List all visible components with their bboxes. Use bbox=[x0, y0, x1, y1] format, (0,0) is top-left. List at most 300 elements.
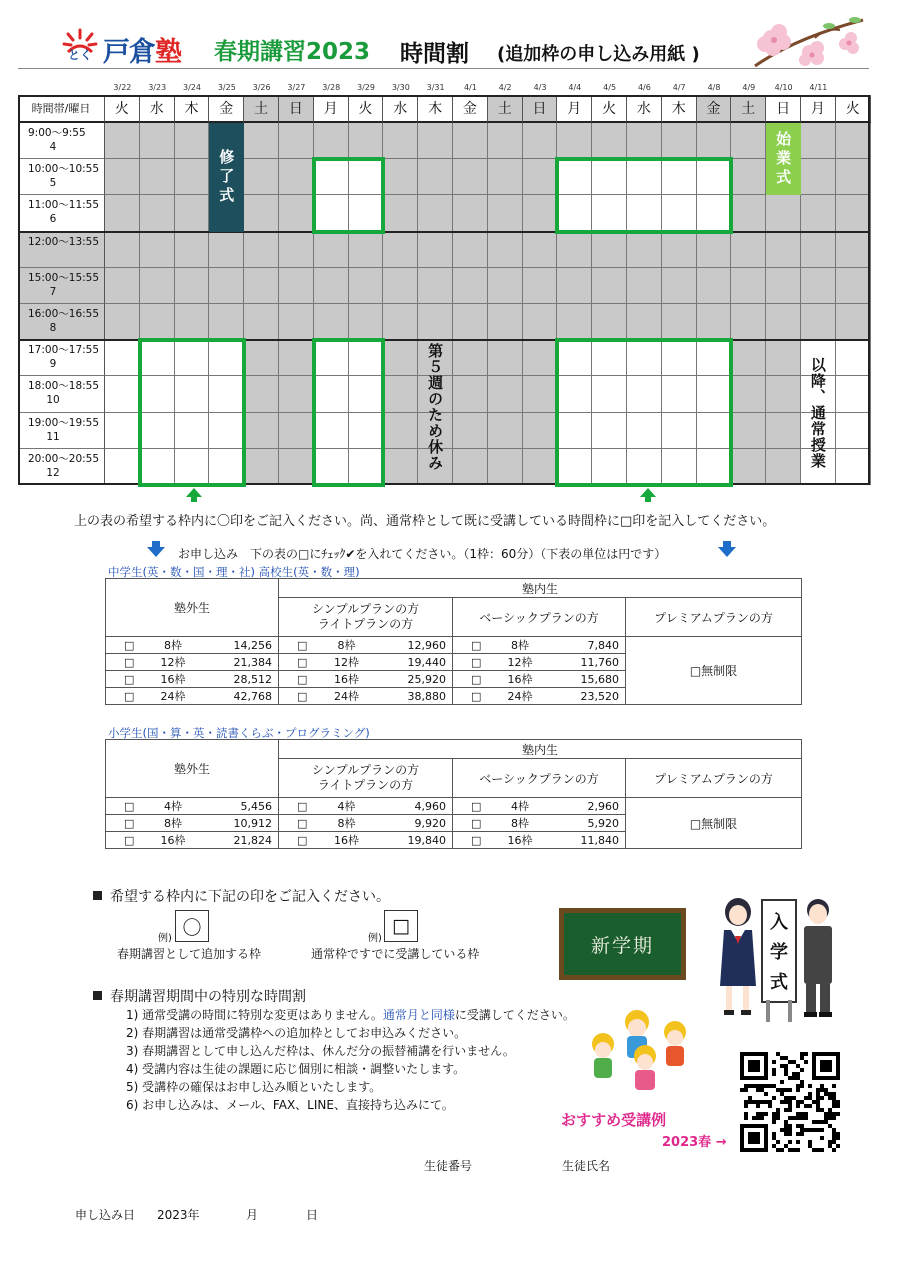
timetable-cell[interactable] bbox=[105, 449, 140, 485]
timetable-cell[interactable] bbox=[105, 123, 140, 159]
timetable-cell[interactable] bbox=[314, 413, 349, 449]
timetable-cell[interactable] bbox=[627, 449, 662, 485]
frame-count: 8枠 bbox=[337, 817, 356, 830]
timetable-cell[interactable] bbox=[836, 159, 871, 195]
timetable-cell[interactable] bbox=[279, 195, 314, 231]
timetable-cell[interactable] bbox=[592, 268, 627, 304]
frame-count: 16枠 bbox=[507, 673, 533, 686]
timetable-cell[interactable] bbox=[627, 268, 662, 304]
timetable-cell[interactable] bbox=[453, 268, 488, 304]
timetable-cell[interactable] bbox=[279, 340, 314, 376]
timetable-cell[interactable] bbox=[418, 268, 453, 304]
closing-ceremony-block: 修了式 bbox=[209, 123, 244, 232]
timetable-cell[interactable] bbox=[592, 449, 627, 485]
timetable-cell[interactable] bbox=[244, 413, 279, 449]
timetable-cell[interactable] bbox=[836, 304, 871, 340]
timetable-cell[interactable] bbox=[244, 340, 279, 376]
timetable-cell[interactable] bbox=[175, 123, 210, 159]
logo-text: とく bbox=[68, 48, 93, 60]
timetable-cell[interactable] bbox=[244, 304, 279, 340]
basic-price-cell bbox=[453, 815, 626, 832]
checkbox[interactable]: □ bbox=[124, 833, 135, 847]
timetable-cell[interactable] bbox=[523, 195, 558, 231]
timetable-cell[interactable] bbox=[349, 340, 384, 376]
timetable-cell[interactable] bbox=[349, 232, 384, 268]
time-slot bbox=[18, 340, 105, 376]
timetable-cell[interactable] bbox=[140, 449, 175, 485]
frame-count: 12枠 bbox=[334, 656, 359, 669]
timetable-cell[interactable] bbox=[488, 195, 523, 231]
timetable-cell[interactable] bbox=[836, 376, 871, 412]
timetable-cell[interactable] bbox=[557, 159, 592, 195]
timetable-cell[interactable] bbox=[557, 413, 592, 449]
timetable-cell[interactable] bbox=[662, 195, 697, 231]
timetable-cell[interactable] bbox=[731, 159, 766, 195]
timetable-cell[interactable] bbox=[175, 304, 210, 340]
timetable-cell[interactable] bbox=[105, 268, 140, 304]
timetable-cell[interactable] bbox=[801, 123, 836, 159]
checkbox[interactable]: □ bbox=[124, 638, 135, 652]
timetable-cell[interactable] bbox=[557, 449, 592, 485]
timetable-cell[interactable] bbox=[314, 159, 349, 195]
checkbox[interactable]: □ bbox=[124, 655, 135, 669]
timetable-cell[interactable] bbox=[453, 195, 488, 231]
timetable-cell[interactable] bbox=[349, 376, 384, 412]
timetable-cell[interactable] bbox=[592, 195, 627, 231]
timetable-cell[interactable] bbox=[349, 449, 384, 485]
timetable-cell[interactable] bbox=[766, 449, 801, 485]
checkbox[interactable]: □ bbox=[297, 799, 308, 813]
timetable-cell[interactable] bbox=[697, 376, 732, 412]
timetable-cell[interactable] bbox=[453, 123, 488, 159]
checkbox[interactable]: □ bbox=[471, 799, 482, 813]
premium-plan-header: プレミアムプランの方 bbox=[626, 598, 802, 637]
timetable-cell[interactable] bbox=[731, 268, 766, 304]
student-number-label: 生徒番号 bbox=[424, 1159, 473, 1173]
timetable-cell[interactable] bbox=[766, 376, 801, 412]
timetable-cell[interactable] bbox=[383, 159, 418, 195]
checkbox[interactable]: □ bbox=[124, 816, 135, 830]
opening-ceremony-block: 始業式 bbox=[766, 123, 801, 195]
timetable-cell[interactable] bbox=[349, 413, 384, 449]
unlimited-option[interactable]: □無制限 bbox=[626, 798, 802, 849]
logo-icon bbox=[60, 26, 100, 60]
timetable-cell[interactable] bbox=[523, 232, 558, 268]
outside-price-cell bbox=[106, 637, 279, 654]
checkbox[interactable]: □ bbox=[471, 655, 482, 669]
timetable-cell[interactable] bbox=[697, 304, 732, 340]
timetable-cell[interactable] bbox=[697, 195, 732, 231]
outside-price-cell bbox=[106, 671, 279, 688]
timetable-cell[interactable] bbox=[279, 413, 314, 449]
timetable-cell[interactable] bbox=[557, 268, 592, 304]
timetable-cell[interactable] bbox=[731, 376, 766, 412]
timetable-cell[interactable] bbox=[627, 159, 662, 195]
outside-price-cell bbox=[106, 688, 279, 705]
period-number: 8 bbox=[49, 322, 57, 334]
timetable-cell[interactable] bbox=[766, 413, 801, 449]
timetable-cell[interactable] bbox=[592, 232, 627, 268]
timetable-cell[interactable] bbox=[836, 195, 871, 231]
day-header: 月 bbox=[557, 95, 592, 123]
date-label: 3/23 bbox=[148, 83, 167, 92]
header-divider bbox=[18, 68, 869, 69]
timetable-cell[interactable] bbox=[175, 159, 210, 195]
timetable-cell[interactable] bbox=[557, 123, 592, 159]
timetable-cell[interactable] bbox=[836, 123, 871, 159]
timetable-cell[interactable] bbox=[662, 340, 697, 376]
timetable-cell[interactable] bbox=[731, 340, 766, 376]
time-slot bbox=[18, 232, 105, 268]
timetable-cell[interactable] bbox=[697, 232, 732, 268]
timetable-cell[interactable] bbox=[453, 340, 488, 376]
timetable-cell[interactable] bbox=[488, 376, 523, 412]
timetable-cell[interactable] bbox=[627, 376, 662, 412]
timetable-cell[interactable] bbox=[175, 340, 210, 376]
timetable-cell[interactable] bbox=[801, 232, 836, 268]
timetable-cell[interactable] bbox=[731, 304, 766, 340]
timetable-cell[interactable] bbox=[105, 413, 140, 449]
period-number: 5 bbox=[49, 177, 57, 190]
timetable-cell[interactable] bbox=[105, 340, 140, 376]
timetable-cell[interactable] bbox=[592, 123, 627, 159]
time-slot bbox=[18, 449, 105, 485]
timetable-cell[interactable] bbox=[383, 195, 418, 231]
timetable-cell[interactable] bbox=[731, 123, 766, 159]
timetable-cell[interactable] bbox=[244, 268, 279, 304]
checkbox[interactable]: □ bbox=[471, 672, 482, 686]
timetable-cell[interactable] bbox=[662, 376, 697, 412]
timetable-cell[interactable] bbox=[488, 232, 523, 268]
timetable-cell[interactable] bbox=[557, 340, 592, 376]
premium-plan-header: プレミアムプランの方 bbox=[626, 759, 802, 798]
timetable-cell[interactable] bbox=[766, 232, 801, 268]
period-number: 11 bbox=[46, 430, 60, 443]
timetable-cell[interactable] bbox=[314, 340, 349, 376]
timetable-cell[interactable] bbox=[766, 268, 801, 304]
timetable-cell[interactable] bbox=[836, 232, 871, 268]
timetable-cell[interactable] bbox=[314, 268, 349, 304]
timetable-cell[interactable] bbox=[279, 232, 314, 268]
date-label: 3/31 bbox=[426, 83, 445, 92]
timetable-cell[interactable] bbox=[105, 376, 140, 412]
timetable-cell[interactable] bbox=[349, 159, 384, 195]
timetable-cell[interactable] bbox=[801, 159, 836, 195]
timetable-cell[interactable] bbox=[766, 340, 801, 376]
timetable-cell[interactable] bbox=[836, 340, 871, 376]
timetable-cell[interactable] bbox=[244, 376, 279, 412]
timetable-cell[interactable] bbox=[349, 304, 384, 340]
timetable-cell[interactable] bbox=[523, 268, 558, 304]
marks-heading bbox=[93, 886, 390, 906]
circle-example-box: 〇 bbox=[175, 910, 209, 942]
timetable-cell[interactable] bbox=[175, 268, 210, 304]
timetable-cell[interactable] bbox=[766, 195, 801, 231]
timetable-cell[interactable] bbox=[731, 195, 766, 231]
frame-count: 24枠 bbox=[507, 690, 533, 703]
time-range: 10:00～10:55 bbox=[28, 163, 100, 176]
timetable-cell[interactable] bbox=[383, 340, 418, 376]
timetable-cell[interactable] bbox=[314, 195, 349, 231]
timetable-cell[interactable] bbox=[697, 123, 732, 159]
timetable-cell[interactable] bbox=[383, 268, 418, 304]
timetable-cell[interactable] bbox=[453, 232, 488, 268]
price-value: 21,384 bbox=[233, 655, 272, 669]
time-range: 9:00～9:55 bbox=[28, 127, 86, 139]
checkbox[interactable]: □ bbox=[297, 672, 308, 686]
up-arrow-stem bbox=[645, 496, 651, 502]
timetable-cell[interactable] bbox=[279, 304, 314, 340]
timetable-cell[interactable] bbox=[627, 232, 662, 268]
timetable-cell[interactable] bbox=[523, 449, 558, 485]
timetable-cell[interactable] bbox=[523, 304, 558, 340]
day-header: 月 bbox=[314, 95, 349, 123]
timetable-cell[interactable] bbox=[105, 159, 140, 195]
timetable-cell[interactable] bbox=[279, 268, 314, 304]
timetable-cell[interactable] bbox=[209, 449, 244, 485]
basic-plan-header: ベーシックプランの方 bbox=[453, 759, 626, 798]
timetable-cell[interactable] bbox=[314, 304, 349, 340]
timetable-cell[interactable] bbox=[662, 449, 697, 485]
checkbox[interactable]: □ bbox=[297, 816, 308, 830]
square-example-box: □ bbox=[384, 910, 418, 942]
timetable-cell[interactable] bbox=[557, 304, 592, 340]
timetable-cell[interactable] bbox=[557, 195, 592, 231]
timetable-cell[interactable] bbox=[836, 413, 871, 449]
timetable-cell[interactable] bbox=[314, 449, 349, 485]
timetable-cell[interactable] bbox=[697, 268, 732, 304]
timetable-cell[interactable] bbox=[105, 195, 140, 231]
timetable-cell[interactable] bbox=[314, 232, 349, 268]
timetable-cell[interactable] bbox=[244, 159, 279, 195]
time-range: 15:00～15:55 bbox=[28, 271, 100, 284]
timetable-cell[interactable] bbox=[801, 195, 836, 231]
timetable-cell[interactable] bbox=[140, 123, 175, 159]
checkbox[interactable]: □ bbox=[471, 689, 482, 703]
timetable-cell[interactable] bbox=[453, 159, 488, 195]
date-label: 4/4 bbox=[568, 83, 582, 92]
timetable-cell[interactable] bbox=[209, 340, 244, 376]
timetable-cell[interactable] bbox=[453, 413, 488, 449]
timetable-cell[interactable] bbox=[662, 304, 697, 340]
timetable-cell[interactable] bbox=[662, 232, 697, 268]
timetable-cell[interactable] bbox=[801, 268, 836, 304]
apply-month: 月 bbox=[246, 1208, 259, 1222]
down-arrow-icon bbox=[147, 547, 165, 557]
checkbox[interactable]: □ bbox=[471, 816, 482, 830]
frame-count: 4枠 bbox=[337, 800, 356, 813]
timetable-cell[interactable] bbox=[140, 304, 175, 340]
timetable-cell[interactable] bbox=[175, 195, 210, 231]
simple-price-cell bbox=[279, 688, 453, 705]
timetable-cell[interactable] bbox=[175, 376, 210, 412]
timetable-cell[interactable] bbox=[592, 340, 627, 376]
time-slot bbox=[18, 268, 105, 304]
timetable-cell[interactable] bbox=[175, 232, 210, 268]
simple-price-cell bbox=[279, 654, 453, 671]
checkbox[interactable]: □ bbox=[297, 655, 308, 669]
timetable-grid bbox=[18, 95, 870, 482]
timetable-cell[interactable] bbox=[662, 123, 697, 159]
sign-char: 式 bbox=[770, 972, 788, 993]
timetable-cell[interactable] bbox=[175, 449, 210, 485]
timetable-cell[interactable] bbox=[627, 340, 662, 376]
timetable-cell[interactable] bbox=[627, 304, 662, 340]
timetable-cell[interactable] bbox=[731, 413, 766, 449]
timetable-cell[interactable] bbox=[662, 159, 697, 195]
timetable-cell[interactable] bbox=[349, 123, 384, 159]
qr-code-icon[interactable] bbox=[740, 1052, 840, 1152]
timetable-cell[interactable] bbox=[140, 195, 175, 231]
timetable-cell[interactable] bbox=[140, 232, 175, 268]
instruction-note: 上の表の希望する枠内に〇印をご記入ください。尚、通常枠として既に受講している時間枠に□印を記入してください。 bbox=[74, 514, 776, 529]
checkbox[interactable]: □ bbox=[297, 689, 308, 703]
timetable-cell[interactable] bbox=[523, 413, 558, 449]
inside-header: 塾内生 bbox=[279, 579, 802, 598]
timetable-cell[interactable] bbox=[453, 376, 488, 412]
timetable-cell[interactable] bbox=[383, 449, 418, 485]
timetable-cell[interactable] bbox=[801, 304, 836, 340]
timetable-cell[interactable] bbox=[175, 413, 210, 449]
spring-link[interactable]: 2023春 → bbox=[662, 1135, 727, 1150]
timetable-cell[interactable] bbox=[140, 340, 175, 376]
timetable-cell[interactable] bbox=[209, 268, 244, 304]
timetable-cell[interactable] bbox=[731, 232, 766, 268]
timetable-cell[interactable] bbox=[697, 159, 732, 195]
timetable-cell[interactable] bbox=[592, 376, 627, 412]
frame-count: 4枠 bbox=[511, 800, 529, 813]
timetable-cell[interactable] bbox=[523, 376, 558, 412]
timetable-cell[interactable] bbox=[523, 123, 558, 159]
period-number: 7 bbox=[49, 285, 57, 298]
timetable-cell[interactable] bbox=[836, 268, 871, 304]
timetable-cell[interactable] bbox=[557, 376, 592, 412]
checkbox[interactable]: □ bbox=[471, 638, 482, 652]
timetable-cell[interactable] bbox=[140, 376, 175, 412]
timetable-cell[interactable] bbox=[697, 449, 732, 485]
timetable-cell[interactable] bbox=[592, 304, 627, 340]
rule-1 bbox=[126, 1006, 575, 1023]
date-label: 4/1 bbox=[463, 83, 477, 92]
timetable-cell[interactable] bbox=[662, 268, 697, 304]
timetable-cell[interactable] bbox=[244, 232, 279, 268]
timetable-cell[interactable] bbox=[244, 195, 279, 231]
timetable-cell[interactable] bbox=[592, 159, 627, 195]
timetable-cell[interactable] bbox=[244, 449, 279, 485]
timetable-cell[interactable] bbox=[662, 413, 697, 449]
timetable-cell[interactable] bbox=[418, 159, 453, 195]
timetable-cell[interactable] bbox=[279, 159, 314, 195]
timetable-cell[interactable] bbox=[105, 304, 140, 340]
timetable-cell[interactable] bbox=[418, 123, 453, 159]
timetable-cell[interactable] bbox=[383, 413, 418, 449]
period-number: 12 bbox=[46, 466, 60, 479]
timetable-cell[interactable] bbox=[105, 232, 140, 268]
timetable-cell[interactable] bbox=[349, 195, 384, 231]
checkbox[interactable]: □ bbox=[297, 638, 308, 652]
time-slot bbox=[18, 376, 105, 412]
bullet-square bbox=[93, 891, 102, 900]
day-header: 火 bbox=[349, 95, 384, 123]
timetable-cell[interactable] bbox=[209, 232, 244, 268]
timetable-cell[interactable] bbox=[279, 376, 314, 412]
timetable-cell[interactable] bbox=[488, 413, 523, 449]
frame-count: 8枠 bbox=[511, 639, 529, 652]
timetable-cell[interactable] bbox=[836, 449, 871, 485]
outside-header: 塾外生 bbox=[106, 740, 279, 798]
brand-juku: 塾 bbox=[155, 37, 181, 68]
timetable-cell[interactable] bbox=[140, 413, 175, 449]
timetable-cell[interactable] bbox=[383, 304, 418, 340]
checkbox[interactable]: □ bbox=[124, 799, 135, 813]
timetable-cell[interactable] bbox=[383, 232, 418, 268]
day-header: 水 bbox=[383, 95, 418, 123]
timetable-cell[interactable] bbox=[627, 123, 662, 159]
outside-price-cell bbox=[106, 815, 279, 832]
timetable-cell[interactable] bbox=[418, 232, 453, 268]
timetable-cell[interactable] bbox=[592, 413, 627, 449]
timetable-cell[interactable] bbox=[488, 123, 523, 159]
timetable-cell[interactable] bbox=[209, 304, 244, 340]
timetable-cell[interactable] bbox=[766, 304, 801, 340]
timetable-cell[interactable] bbox=[140, 159, 175, 195]
timetable-cell[interactable] bbox=[488, 340, 523, 376]
timetable-cell[interactable] bbox=[383, 376, 418, 412]
timetable-cell[interactable] bbox=[523, 159, 558, 195]
timetable-cell[interactable] bbox=[557, 232, 592, 268]
timetable-cell[interactable] bbox=[627, 195, 662, 231]
timetable-cell[interactable] bbox=[731, 449, 766, 485]
day-header: 月 bbox=[801, 95, 836, 123]
timetable-cell[interactable] bbox=[697, 340, 732, 376]
timetable-cell[interactable] bbox=[140, 268, 175, 304]
special-heading bbox=[93, 986, 306, 1006]
price-value: 9,920 bbox=[414, 816, 446, 830]
timetable-cell[interactable] bbox=[488, 449, 523, 485]
simple-price-cell bbox=[279, 798, 453, 815]
timetable-cell[interactable] bbox=[349, 268, 384, 304]
timetable-cell[interactable] bbox=[314, 123, 349, 159]
timetable-cell[interactable] bbox=[244, 123, 279, 159]
time-range: 20:00～20:55 bbox=[28, 452, 100, 465]
unlimited-option[interactable]: □無制限 bbox=[626, 637, 802, 705]
timetable-cell[interactable] bbox=[279, 449, 314, 485]
timetable-cell[interactable] bbox=[488, 304, 523, 340]
date-label: 4/3 bbox=[533, 83, 547, 92]
checkbox[interactable]: □ bbox=[471, 833, 482, 847]
timetable-cell[interactable] bbox=[488, 159, 523, 195]
frame-count: 4枠 bbox=[164, 800, 182, 813]
price-value: 12,960 bbox=[407, 638, 446, 652]
apply-date-label: 申し込み日 bbox=[75, 1208, 136, 1222]
checkbox[interactable]: □ bbox=[124, 689, 135, 703]
timetable-cell[interactable] bbox=[279, 123, 314, 159]
checkbox[interactable]: □ bbox=[124, 672, 135, 686]
timetable-cell[interactable] bbox=[418, 195, 453, 231]
checkbox[interactable]: □ bbox=[297, 833, 308, 847]
timetable-cell[interactable] bbox=[383, 123, 418, 159]
timetable-cell[interactable] bbox=[523, 340, 558, 376]
timetable-cell[interactable] bbox=[314, 376, 349, 412]
timetable-cell[interactable] bbox=[209, 413, 244, 449]
timetable-cell[interactable] bbox=[697, 413, 732, 449]
timetable-cell[interactable] bbox=[209, 376, 244, 412]
price-value: 14,256 bbox=[233, 638, 272, 652]
timetable-cell[interactable] bbox=[627, 413, 662, 449]
timetable-cell[interactable] bbox=[453, 304, 488, 340]
timetable-cell[interactable] bbox=[488, 268, 523, 304]
timetable-cell[interactable] bbox=[453, 449, 488, 485]
